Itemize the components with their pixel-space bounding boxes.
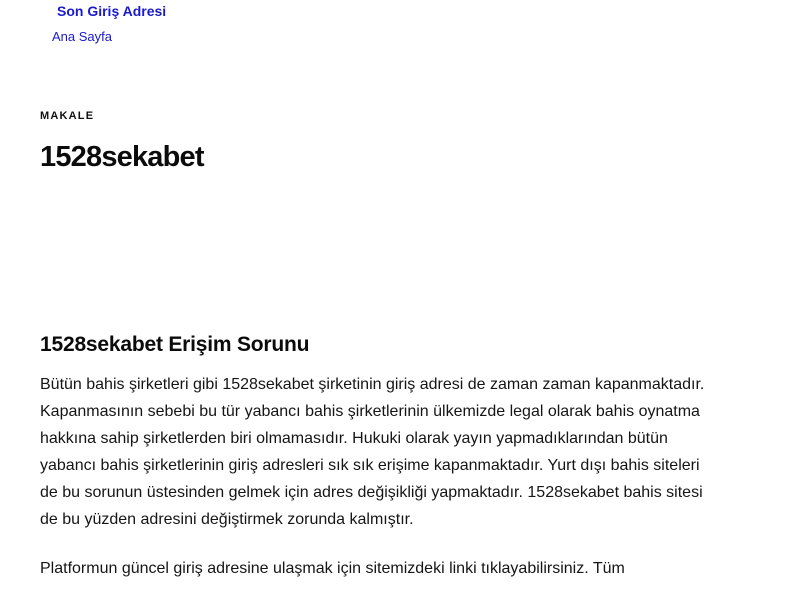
paragraph: Bütün bahis şirketleri gibi 1528sekabet şirketinin giriş adresi de zaman zaman kapanmaktadır. Kapanmasının sebebi bu tür yabancı bahis şirketlerinin ülkemizde legal olarak bahis oynatma hakkına sahip şirketlerden biri olmamasıdır. Hukuki olarak yayın yapmadıklarından bütün yabancı bahis şirketlerinin giriş adresleri sık sık erişime kapanmaktadır. Yurt dışı bahis siteleri de bu sorunun üstesinden gelmek için adres değişikliği yapmaktadır. 1528sekabet bahis sitesi de bu yüzden adresini değiştirmek zorunda kalmıştır. bbox=[40, 376, 705, 528]
page-title: 1528sekabet bbox=[40, 141, 204, 173]
article-content bbox=[40, 333, 720, 604]
section-heading: 1528sekabet Erişim Sorunu bbox=[40, 333, 310, 356]
site-title-link[interactable]: Son Giriş Adresi bbox=[57, 3, 167, 19]
nav-home-link[interactable]: Ana Sayfa bbox=[52, 29, 112, 44]
paragraph: Platformun güncel giriş adresine ulaşmak için sitemizdeki linki tıklayabilirsiniz. Tüm bbox=[40, 560, 625, 577]
post-category: MAKALE bbox=[40, 110, 95, 122]
